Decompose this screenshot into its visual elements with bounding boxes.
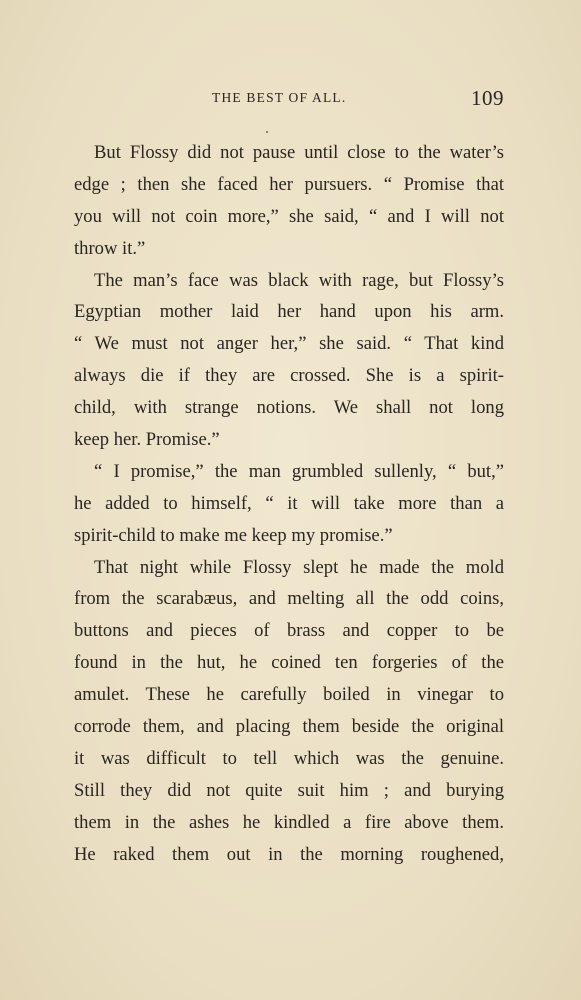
page-number: 109 [471,86,504,110]
text-line: That night while Flossy slept he made the mold [94,556,504,578]
text-line: Still they did not quite suit him ; and burying [74,779,504,801]
text-line: keep her. Promise.” [74,429,220,451]
text-line: always die if they are crossed. She is a spirit- [74,365,504,387]
text-line: corrode them, and placing them beside the original [74,716,504,738]
text-line: child, with strange notions. We shall not long [74,397,504,419]
text-line: you will not coin more,” she said, “ and I will not [74,205,504,227]
text-line: amulet. These he carefully boiled in vinegar to [74,684,504,706]
text-line: buttons and pieces of brass and copper to be [74,620,504,642]
page-header [74,86,504,114]
text-line: The man’s face was black with rage, but Flossy’s [94,269,504,291]
text-line: But Flossy did not pause until close to the water’s [94,142,504,163]
text-line: “ I promise,” the man grumbled sullenly, “ but,” [94,460,504,482]
text-line: edge ; then she faced her pursuers. “ Promise that [74,173,504,195]
text-line: spirit-child to make me keep my promise.” [74,524,393,546]
running-title: THE BEST OF ALL. [212,90,347,105]
text-line: He raked them out in the morning roughened, [74,843,504,865]
text-line: found in the hut, he coined ten forgeries of the [74,652,504,674]
text-line: throw it.” [74,237,146,259]
text-line: it was difficult to tell which was the genuine. [74,747,504,769]
text-line: them in the ashes he kindled a fire above them. [74,811,504,833]
text-line: he added to himself, “ it will take more than a [74,492,504,514]
text-line: from the scarabæus, and melting all the odd coins, [74,588,504,610]
ink-speck [266,131,268,133]
text-line: “ We must not anger her,” she said. “ That kind [74,333,504,355]
text-line: Egyptian mother laid her hand upon his arm. [74,301,504,323]
body-text [74,137,504,870]
